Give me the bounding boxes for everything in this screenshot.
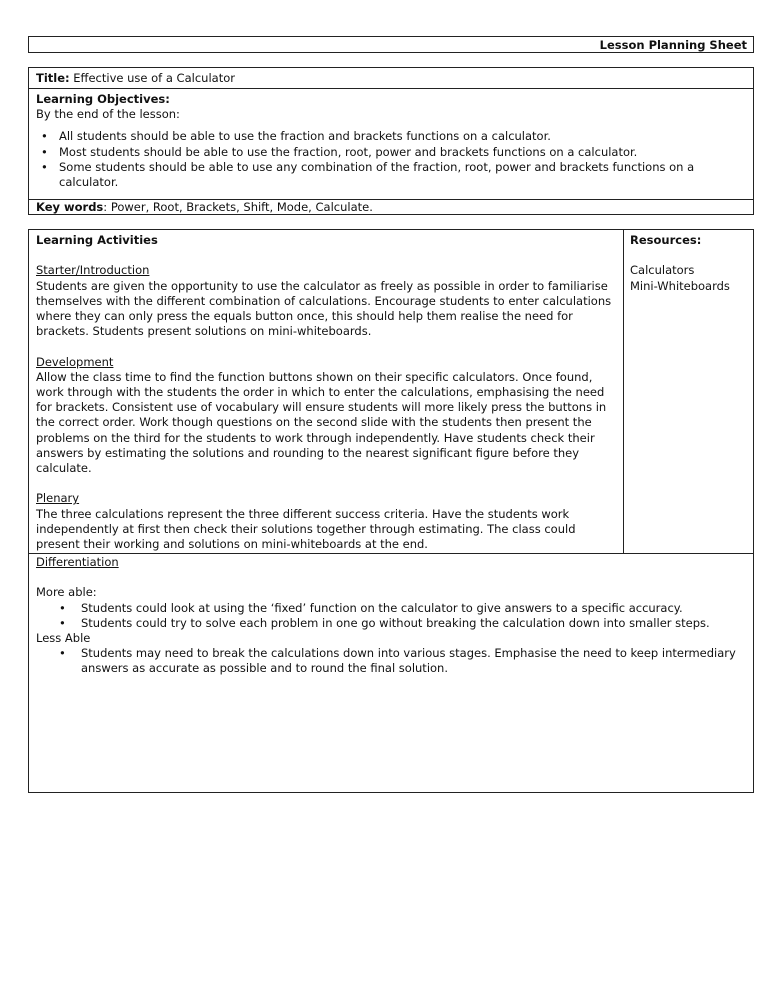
resources-heading: Resources:	[630, 233, 702, 247]
objective-item: • Some students should be able to use any combination of the fraction, root, power and brackets functions on a calculator.	[36, 160, 746, 190]
learning-activities	[29, 230, 624, 554]
lesson-info-table	[28, 67, 754, 215]
learning-objectives	[29, 89, 753, 199]
resources	[624, 230, 753, 554]
less-able-label: Less Able	[36, 631, 91, 645]
plenary-text: The three calculations represent the three different success criteria. Have the students work independently at first then check their solutions together through estimating. The class could present their working and solutions on mini-whiteboards at the end.	[36, 506, 576, 552]
sheet-header	[28, 36, 754, 53]
resource-item: Calculators	[630, 263, 695, 278]
less-able-list	[36, 646, 747, 676]
keywords-label: Key words	[36, 200, 104, 214]
differentiation	[29, 554, 753, 677]
objective-item: • Most students should be able to use the fraction, root, power and brackets functions on a calculator.	[36, 145, 746, 160]
activities-heading: Learning Activities	[36, 233, 158, 247]
objectives-label: Learning Objectives:	[36, 92, 170, 106]
resource-item: Mini-Whiteboards	[630, 278, 730, 293]
development-text: Allow the class time to find the function buttons shown on their specific calculators. Once found, work through with the students the order in which to enter the calculations, emphasising the need for brackets. Consistent use of vocabulary will ensure students will more likely press the buttons in the correct order. Work though questions on the second slide with the students then present the problems on the third for the students to work through independently. Have students check their answers by estimating the solutions and rounding to the nearest significant figure before they calculate.	[36, 369, 607, 476]
plenary-heading: Plenary	[36, 491, 80, 506]
development-heading: Development	[36, 354, 114, 369]
more-able-label: More able:	[36, 585, 97, 600]
objective-item: • All students should be able to use the fraction and brackets functions on a calculator.	[36, 129, 746, 144]
less-able-item: • Students may need to break the calculations down into various stages. Emphasise the need to keep intermediary answers as accurate as possible and to round the final solution.	[36, 646, 747, 676]
activities-table	[28, 229, 754, 793]
title-label: Title:	[36, 71, 70, 85]
keywords-row	[29, 199, 753, 215]
sheet-title: Lesson Planning Sheet	[599, 38, 747, 52]
title-value: Effective use of a Calculator	[73, 71, 235, 85]
more-able-list	[36, 601, 747, 631]
starter-heading: Starter/Introduction	[36, 263, 150, 278]
more-able-item: • Students could try to solve each problem in one go without breaking the calculation down into smaller steps.	[36, 616, 747, 631]
title-row	[29, 68, 753, 89]
starter-text: Students are given the opportunity to use the calculator as freely as possible in order to familiarise themselves with the different combination of calculations. Encourage students to enter calculations where they can only press the equals button once, this should help them realise the need for brackets. Students present solutions on mini-whiteboards.	[36, 278, 612, 339]
objectives-intro: By the end of the lesson:	[36, 107, 180, 122]
more-able-item: • Students could look at using the ‘fixed’ function on the calculator to give answers to a specific accuracy.	[36, 601, 747, 616]
objectives-list	[36, 129, 746, 190]
differentiation-heading: Differentiation	[36, 555, 119, 569]
keywords-value: : Power, Root, Brackets, Shift, Mode, Calculate.	[103, 200, 373, 214]
